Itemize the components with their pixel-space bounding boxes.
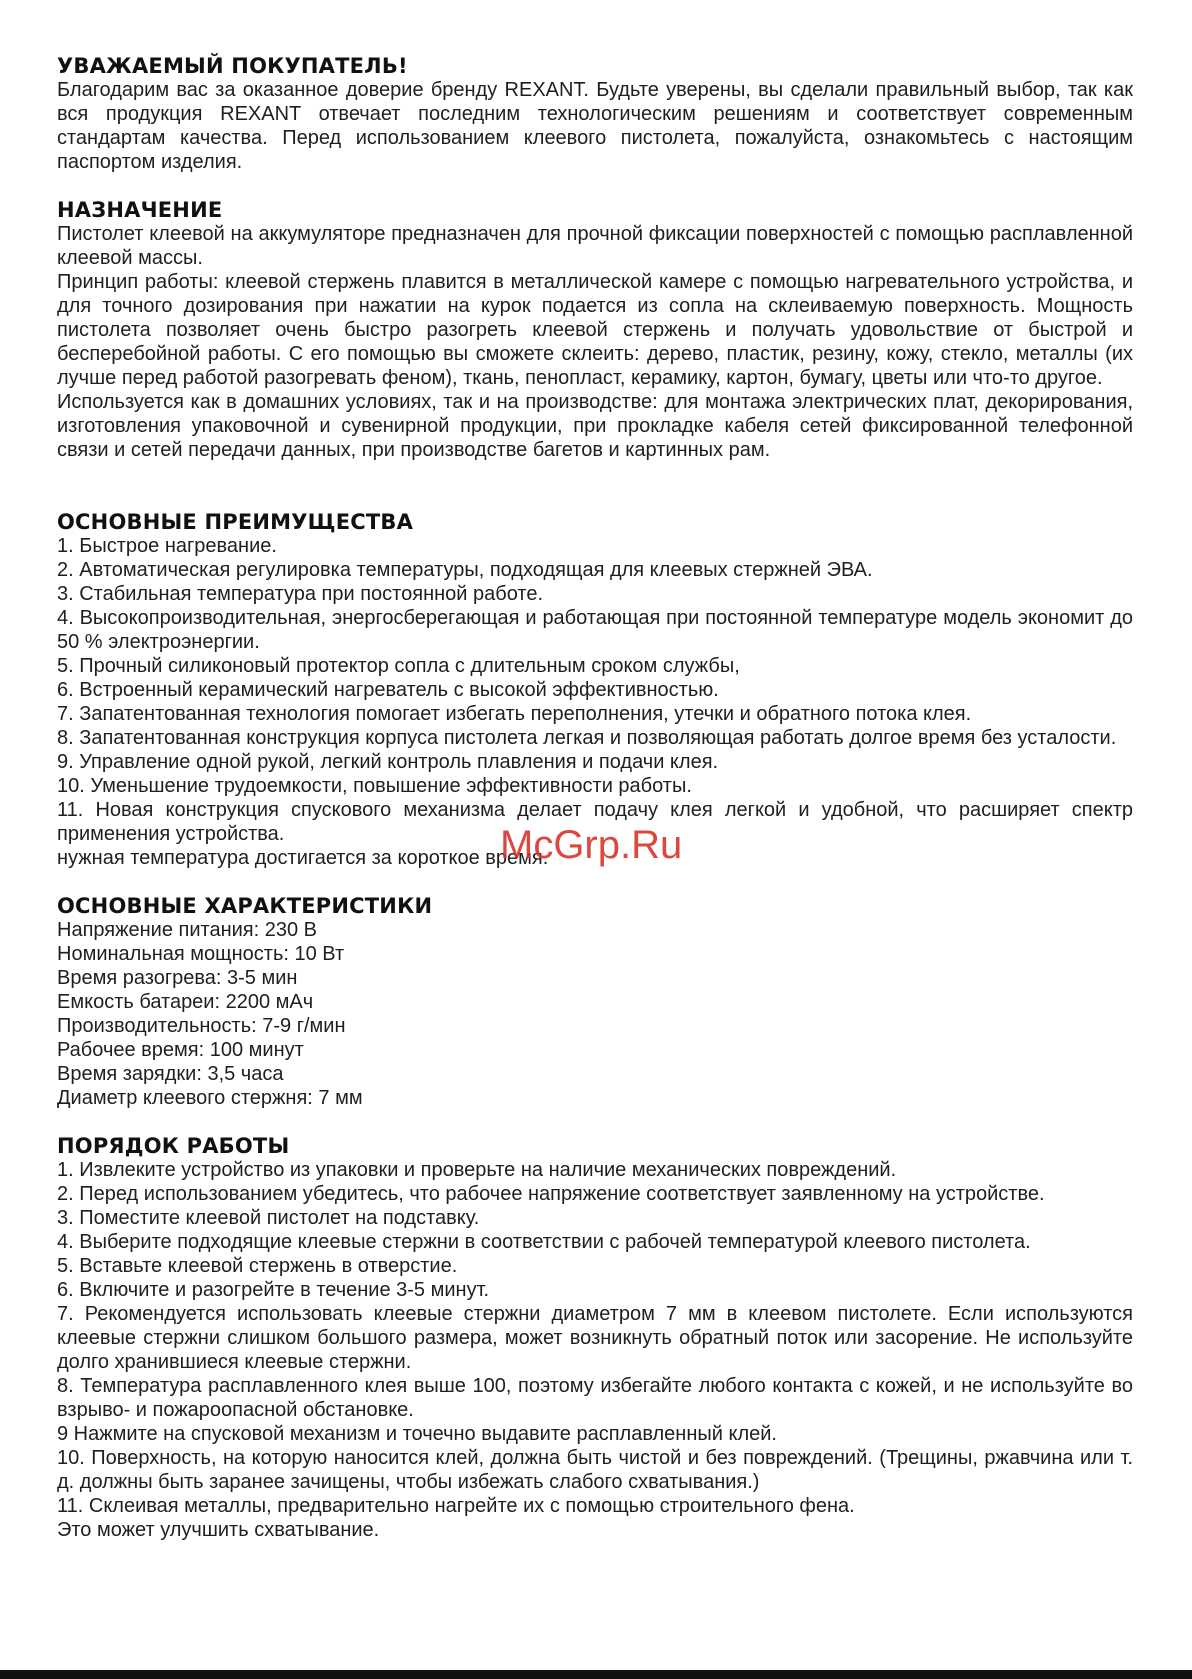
advantages-section bbox=[57, 510, 1133, 870]
spec-item: Номинальная мощность: 10 Вт bbox=[57, 943, 345, 965]
greeting-section bbox=[57, 54, 1133, 174]
list-item: 4. Высокопроизводительная, энергосберегающая и работающая при постоянной температуре модель экономит до 50 % электроэнергии. bbox=[57, 607, 1133, 653]
list-item: 5. Вставьте клеевой стержень в отверстие. bbox=[57, 1255, 458, 1277]
list-item: 10. Поверхность, на которую наносится клей, должна быть чистой и без повреждений. (Трещины, ржавчина или т. д. должны быть заранее зачищены, чтобы избежать слабого схватывания.) bbox=[57, 1447, 1133, 1493]
list-item: 8. Запатентованная конструкция корпуса пистолета легкая и позволяющая работать долгое время без усталости. bbox=[57, 727, 1117, 749]
spec-item: Рабочее время: 100 минут bbox=[57, 1039, 304, 1061]
spec-item: Емкость батареи: 2200 мАч bbox=[57, 991, 314, 1013]
list-item: 11. Новая конструкция спускового механизма делает подачу клея легкой и удобной, что расширяет спектр применения устройства. bbox=[57, 799, 1133, 845]
operation-section bbox=[57, 1134, 1133, 1542]
list-item: 7. Запатентованная технология помогает избегать переполнения, утечки и обратного потока клея. bbox=[57, 703, 972, 725]
spec-item: Производительность: 7-9 г/мин bbox=[57, 1015, 346, 1037]
purpose-title: НАЗНАЧЕНИЕ bbox=[57, 198, 223, 222]
list-item: 11. Склеивая металлы, предварительно нагрейте их с помощью строительного фена. bbox=[57, 1495, 855, 1517]
greeting-text: Благодарим вас за оказанное доверие бренду REXANT. Будьте уверены, вы сделали правильный выбор, так как вся продукция REXANT отвечает последним технологическим решениям и соответствует современным стандартам качества. Перед использованием клеевого пистолета, пожалуйста, ознакомьтесь с настоящим паспортом изделия. bbox=[57, 79, 1133, 173]
list-item: 4. Выберите подходящие клеевые стержни в соответствии с рабочей температурой клеевого пистолета. bbox=[57, 1231, 1031, 1253]
operation-title: ПОРЯДОК РАБОТЫ bbox=[57, 1134, 290, 1158]
specs-title: ОСНОВНЫЕ ХАРАКТЕРИСТИКИ bbox=[57, 894, 433, 918]
list-item: 1. Быстрое нагревание. bbox=[57, 535, 277, 557]
advantages-title: ОСНОВНЫЕ ПРЕИМУЩЕСТВА bbox=[57, 510, 414, 534]
spec-item: Диаметр клеевого стержня: 7 мм bbox=[57, 1087, 363, 1109]
purpose-paragraph: Принцип работы: клеевой стержень плавится в металлической камере с помощью нагревательного устройства, и для точного дозирования при нажатии на курок подается из сопла на склеиваемую поверхность. Мощность пистолета позволяет очень быстро разогреть клеевой стержень и получать удовольствие от быстрой и бесперебойной работы. С его помощью вы сможете склеить: дерево, пластик, резину, кожу, стекло, металлы (их лучше перед работой разогревать феном), ткань, пенопласт, керамику, картон, бумагу, цветы или что-то другое. bbox=[57, 271, 1133, 389]
list-item: 9 Нажмите на спусковой механизм и точечно выдавите расплавленный клей. bbox=[57, 1423, 777, 1445]
purpose-section bbox=[57, 198, 1133, 462]
greeting-title: УВАЖАЕМЫЙ ПОКУПАТЕЛЬ! bbox=[57, 54, 408, 78]
list-item: 2. Автоматическая регулировка температуры, подходящая для клеевых стержней ЭВА. bbox=[57, 559, 873, 581]
list-item: 6. Встроенный керамический нагреватель с высокой эффективностью. bbox=[57, 679, 719, 701]
specs-section bbox=[57, 894, 1133, 1110]
spec-item: Время разогрева: 3-5 мин bbox=[57, 967, 298, 989]
list-item: 10. Уменьшение трудоемкости, повышение эффективности работы. bbox=[57, 775, 692, 797]
purpose-paragraph: Используется как в домашних условиях, так и на производстве: для монтажа электрических плат, декорирования, изготовления упаковочной и сувенирной продукции, при прокладке кабеля сетей фиксированной телефонной связи и сетей передачи данных, при производстве багетов и картинных рам. bbox=[57, 391, 1133, 461]
bottom-divider bbox=[0, 1670, 1192, 1679]
spec-item: Время зарядки: 3,5 часа bbox=[57, 1063, 284, 1085]
list-item: 3. Стабильная температура при постоянной работе. bbox=[57, 583, 544, 605]
list-item: 5. Прочный силиконовый протектор сопла с длительным сроком службы, bbox=[57, 655, 740, 677]
list-item: нужная температура достигается за короткое время. bbox=[57, 847, 549, 869]
list-item: 9. Управление одной рукой, легкий контроль плавления и подачи клея. bbox=[57, 751, 719, 773]
list-item: 3. Поместите клеевой пистолет на подставку. bbox=[57, 1207, 480, 1229]
list-item: 2. Перед использованием убедитесь, что рабочее напряжение соответствует заявленному на устройстве. bbox=[57, 1183, 1045, 1205]
purpose-paragraph: Пистолет клеевой на аккумуляторе предназначен для прочной фиксации поверхностей с помощью расплавленной клеевой массы. bbox=[57, 223, 1133, 269]
list-item: 7. Рекомендуется использовать клеевые стержни диаметром 7 мм в клеевом пистолете. Если используются клеевые стержни слишком большого размера, может возникнуть обратный поток или засорение. Не используйте долго хранившиеся клеевые стержни. bbox=[57, 1303, 1133, 1373]
spec-item: Напряжение питания: 230 В bbox=[57, 919, 318, 941]
list-item: 8. Температура расплавленного клея выше 100, поэтому избегайте любого контакта с кожей, и не используйте во взрыво- и пожароопасной обстановке. bbox=[57, 1375, 1133, 1421]
list-item: Это может улучшить схватывание. bbox=[57, 1519, 380, 1541]
list-item: 6. Включите и разогрейте в течение 3-5 минут. bbox=[57, 1279, 490, 1301]
list-item: 1. Извлеките устройство из упаковки и проверьте на наличие механических повреждений. bbox=[57, 1159, 897, 1181]
document-page bbox=[57, 54, 1133, 1542]
watermark: McGrp.Ru bbox=[500, 823, 683, 867]
